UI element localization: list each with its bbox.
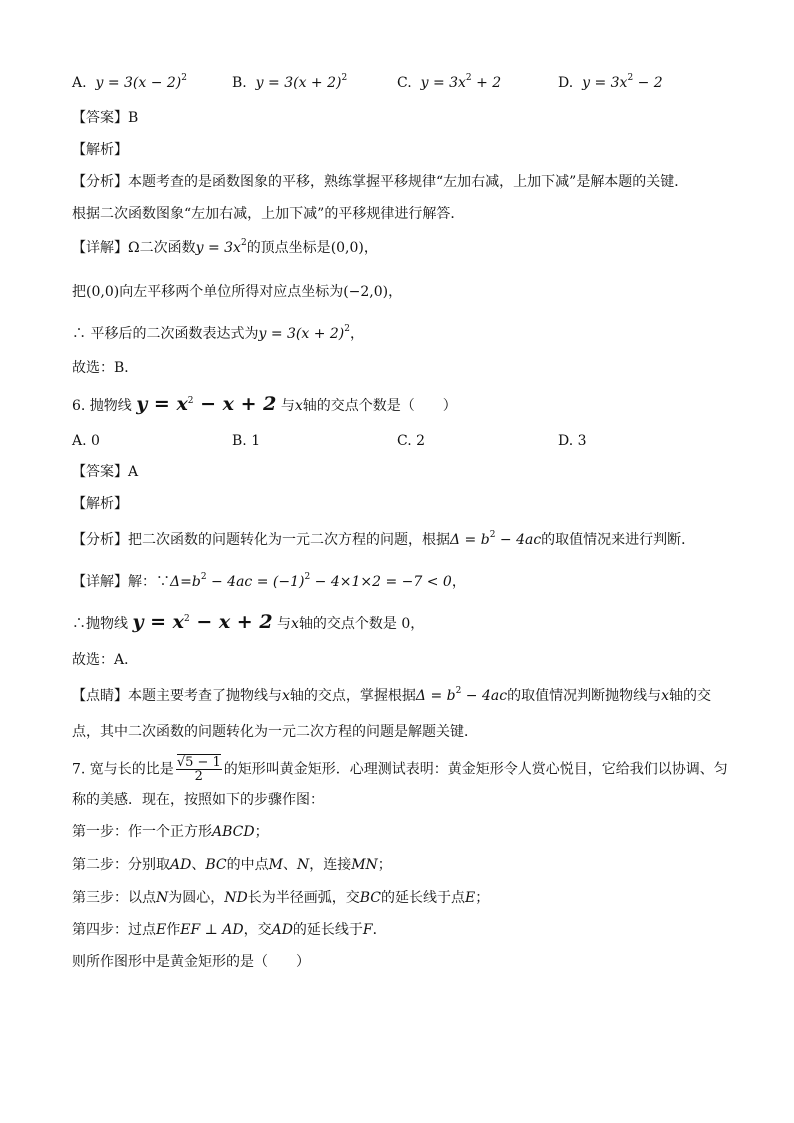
q6-option-d: D. 3 bbox=[558, 433, 587, 449]
q7-step2: 第二步：分别取AD、BC的中点M、N，连接MN； bbox=[72, 857, 392, 873]
q5-option-d: D. $y = 3x^2 - 2$ bbox=[558, 73, 663, 91]
q6-option-b: B. 1 bbox=[232, 433, 261, 449]
q6-comment-line1: 【点睛】本题主要考查了抛物线与x轴的交点，掌握根据$\Delta = b^2 - 4ac$的取值情况判断抛物线与x轴的交 bbox=[72, 686, 711, 704]
q5-analysis-line1: 【分析】本题考查的是函数图象的平移，熟练掌握平移规律“左加右减，上加下减”是解本题的关键． bbox=[72, 174, 689, 190]
q7-stem-line2: 称的美感．现在，按照如下的步骤作图： bbox=[72, 792, 324, 808]
q5-detail-line1: 【详解】Ω二次函数$y = 3x^2$的顶点坐标是(0,0)， bbox=[72, 238, 378, 256]
q5-analysis-line2: 根据二次函数图象“左加右减，上加下减”的平移规律进行解答． bbox=[72, 206, 465, 222]
q6-conclusion: ∴抛物线 $y = x^2 - x + 2$ 与x轴的交点个数是 0， bbox=[72, 611, 425, 633]
golden-ratio-fraction: $\frac{√5 - 1}{2}$ bbox=[176, 755, 221, 784]
q7-step3: 第三步：以点N为圆心，ND长为半径画弧，交BC的延长线于点E； bbox=[72, 890, 490, 906]
q7-question: 则所作图形中是黄金矩形的是（ ） bbox=[72, 954, 310, 970]
q6-comment-line2: 点，其中二次函数的问题转化为一元二次方程的问题是解题关键． bbox=[72, 724, 478, 740]
q5-detail-line3: ∴ 平移后的二次函数表达式为$y = 3(x + 2)^2$， bbox=[72, 324, 364, 342]
q5-option-c: C. $y = 3x^2 + 2$ bbox=[397, 73, 502, 91]
q6-choose: 故选：A． bbox=[72, 652, 139, 668]
q6-jiexi-heading: 【解析】 bbox=[72, 496, 128, 512]
q5-detail-choose: 故选：B． bbox=[72, 360, 139, 376]
q5-jiexi-heading: 【解析】 bbox=[72, 142, 128, 158]
q7-step1: 第一步：作一个正方形ABCD； bbox=[72, 824, 269, 840]
q6-analysis: 【分析】把二次函数的问题转化为一元二次方程的问题，根据$\Delta = b^2 - 4ac$的取值情况来进行判断． bbox=[72, 530, 696, 548]
q5-detail-line2: 把(0,0)向左平移两个单位所得对应点坐标为(−2,0)， bbox=[72, 284, 403, 300]
q7-step4: 第四步：过点E作EF ⊥ AD，交AD的延长线于F． bbox=[72, 922, 387, 938]
q6-option-c: C. 2 bbox=[397, 433, 426, 449]
q5-answer: 【答案】B bbox=[72, 110, 139, 126]
q6-answer: 【答案】A bbox=[72, 464, 139, 480]
q7-stem-line1: 7. 宽与长的比是 $\frac{√5 - 1}{2}$ 的矩形叫黄金矩形．心理测试表明：黄金矩形令人赏心悦目，它给我们以协调、匀 bbox=[72, 755, 728, 784]
q5-option-a: A. $y = 3(x - 2)^2$ bbox=[72, 73, 188, 91]
q6-stem: 6. 抛物线 $y = x^2 - x + 2$ 与x轴的交点个数是（ ） bbox=[72, 393, 457, 415]
q6-option-a: A. 0 bbox=[72, 433, 100, 449]
q5-option-b: B. $y = 3(x + 2)^2$ bbox=[232, 73, 348, 91]
q6-detail: 【详解】解：$\because\Delta=b^2 - 4ac = (-1)^2 - 4\times 1\times 2 = -7 < 0$， bbox=[72, 572, 466, 590]
